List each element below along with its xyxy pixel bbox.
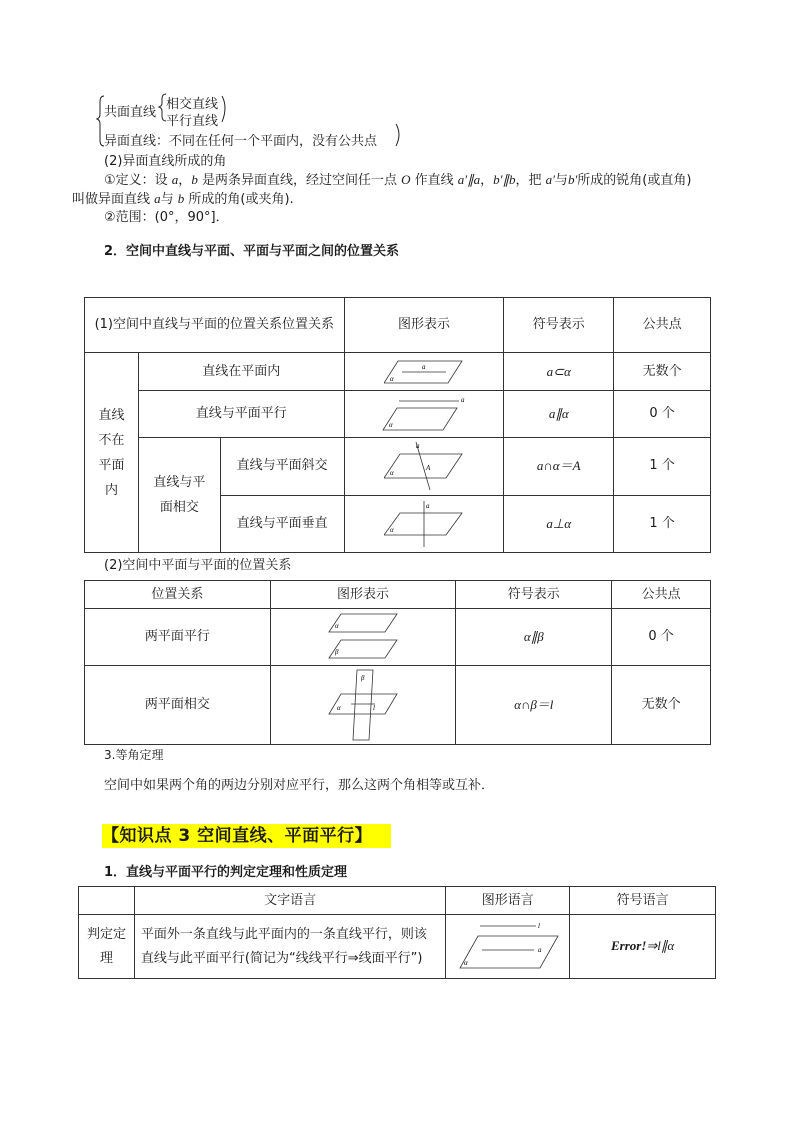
skew-definition: ：不同在任何一个平面内，没有公共点 bbox=[156, 134, 378, 149]
line-plane-parallel-theorem-table bbox=[78, 886, 716, 979]
label-a: a bbox=[421, 362, 426, 371]
def-text: ，把 bbox=[515, 173, 546, 188]
points-cell: 无数个 bbox=[614, 353, 711, 391]
label-alpha: α bbox=[337, 704, 341, 712]
label-beta: β bbox=[335, 648, 339, 656]
points-cell: 0 个 bbox=[614, 391, 711, 437]
points-cell: 0 个 bbox=[612, 609, 711, 666]
skew-lines-row bbox=[104, 130, 377, 149]
section-2-heading: 2．空间中直线与平面、平面与平面之间的位置关系 bbox=[104, 244, 400, 259]
subsection-1-heading: 1．直线与平面平行的判定定理和性质定理 bbox=[104, 865, 348, 880]
table-row-name: 直线与平面平行 bbox=[138, 391, 344, 437]
label-beta: β bbox=[361, 674, 365, 682]
range-line: ②范围：(0°，90°]． bbox=[104, 210, 229, 225]
def-var-b: b bbox=[191, 172, 198, 187]
def-text: 与 bbox=[160, 192, 178, 207]
label-a: a bbox=[460, 395, 465, 404]
figure-line-in-plane bbox=[344, 353, 504, 391]
table3-header-text: 文字语言 bbox=[134, 887, 445, 915]
theorem-text: 平面外一条直线与此平面内的一条直线平行，则该直线与此平面平行(简记为“线线平行⇒线面平行”) bbox=[134, 915, 445, 979]
points-cell: 1 个 bbox=[614, 495, 711, 552]
table-row-name: 两平面相交 bbox=[85, 666, 271, 745]
figure-planes-intersect bbox=[270, 666, 456, 745]
symbol-cell: α∥β bbox=[456, 609, 612, 666]
table3-header-symbol: 符号语言 bbox=[570, 887, 716, 915]
table-row-name: 两平面平行 bbox=[85, 609, 271, 666]
table1-header-figure: 图形表示 bbox=[344, 298, 504, 353]
figure-line-plane-parallel bbox=[446, 915, 570, 979]
symbol-conclusion: ⇒l∥α bbox=[646, 938, 675, 953]
symbol-cell: a∥α bbox=[504, 391, 614, 437]
line-plane-relation-table bbox=[84, 297, 711, 553]
table-row-name: 直线与平面斜交 bbox=[220, 437, 344, 495]
def-var-o: O bbox=[401, 172, 411, 187]
points-cell: 1 个 bbox=[614, 437, 711, 495]
label-alpha: α bbox=[388, 420, 393, 429]
coplanar-label: 共面直线 bbox=[104, 105, 157, 120]
figure-line-parallel-plane bbox=[344, 391, 504, 437]
label-A: A bbox=[425, 464, 431, 473]
def-expr: a′∥a bbox=[457, 172, 481, 187]
intersecting-lines-label: 相交直线 bbox=[166, 97, 219, 112]
figure-planes-parallel bbox=[270, 609, 456, 666]
theorem-3-text: 空间中如果两个角的两边分别对应平行，那么这两个角相等或互补． bbox=[104, 778, 495, 793]
label-alpha: α bbox=[463, 958, 468, 967]
label-l: l bbox=[373, 704, 375, 712]
label-alpha: α bbox=[389, 525, 394, 534]
def-var-b: b bbox=[177, 191, 185, 206]
table3-header-figure: 图形语言 bbox=[446, 887, 570, 915]
label-a: a bbox=[537, 945, 542, 954]
definition-line-1 bbox=[104, 169, 691, 188]
symbol-cell: α∩β＝l bbox=[456, 666, 612, 745]
group-not-in-plane: 直线不在平面内 bbox=[85, 353, 139, 553]
table3-header-blank bbox=[79, 887, 135, 915]
table2-header-symbol: 符号表示 bbox=[456, 581, 612, 609]
table-row-name: 直线在平面内 bbox=[138, 353, 344, 391]
figure-line-oblique-plane bbox=[344, 437, 504, 495]
table2-header-relation: 位置关系 bbox=[85, 581, 271, 609]
group-intersect: 直线与平面相交 bbox=[138, 437, 220, 552]
theorem-3-title: 3.等角定理 bbox=[104, 748, 164, 762]
symbol-cell: a⊥α bbox=[504, 495, 614, 552]
definition-line-2 bbox=[72, 188, 294, 207]
def-var-a: a bbox=[154, 191, 161, 206]
def-text: 是两条异面直线，经过空间任一点 bbox=[197, 173, 402, 188]
def-expr: a′ bbox=[545, 172, 555, 187]
table2-header-figure: 图形表示 bbox=[270, 581, 456, 609]
def-text: 所成的角(或夹角). bbox=[184, 192, 294, 207]
symbol-cell: a⊂α bbox=[504, 353, 614, 391]
label-alpha: α bbox=[335, 622, 339, 630]
theorem-symbol bbox=[570, 915, 716, 979]
label-a: a bbox=[425, 501, 430, 510]
label-alpha: α bbox=[389, 374, 394, 383]
figure-line-perpendicular-plane bbox=[344, 495, 504, 552]
def-text: ， bbox=[480, 173, 494, 188]
table1-header-symbol: 符号表示 bbox=[504, 298, 614, 353]
def-text: 叫做异面直线 bbox=[72, 192, 155, 207]
symbol-cell: a∩α＝A bbox=[504, 437, 614, 495]
knowledge-point-3-banner bbox=[102, 824, 391, 848]
row-label-determination-theorem: 判定定理 bbox=[79, 915, 135, 979]
label-a: a bbox=[415, 442, 420, 451]
table2-caption: (2)空间中平面与平面的位置关系 bbox=[104, 558, 292, 573]
points-cell: 无数个 bbox=[612, 666, 711, 745]
plane-plane-relation-table bbox=[84, 580, 711, 745]
def-expr: b′∥b bbox=[493, 172, 516, 187]
table2-header-points: 公共点 bbox=[612, 581, 711, 609]
def-text: ①定义：设 bbox=[104, 173, 172, 188]
table1-header-relation: (1)空间中直线与平面的位置关系位置关系 bbox=[85, 298, 345, 353]
def-text: 与 bbox=[554, 173, 568, 188]
label-l: l bbox=[537, 921, 540, 930]
def-text: 所成的锐角(或直角) bbox=[577, 173, 692, 188]
def-text: 作直线 bbox=[410, 173, 458, 188]
def-var-a: a bbox=[171, 172, 179, 187]
knowledge-point-3-title: 【知识点 3 空间直线、平面平行】 bbox=[102, 826, 373, 846]
def-expr: b′ bbox=[567, 172, 578, 187]
table-row-name: 直线与平面垂直 bbox=[220, 495, 344, 552]
skew-label: 异面直线 bbox=[104, 134, 157, 149]
parallel-lines-label: 平行直线 bbox=[166, 114, 219, 129]
table1-header-points: 公共点 bbox=[614, 298, 711, 353]
error-marker: Error! bbox=[610, 938, 647, 953]
label-alpha: α bbox=[389, 469, 394, 478]
angle-heading: (2)异面直线所成的角 bbox=[104, 154, 227, 169]
def-text: ， bbox=[178, 173, 192, 188]
